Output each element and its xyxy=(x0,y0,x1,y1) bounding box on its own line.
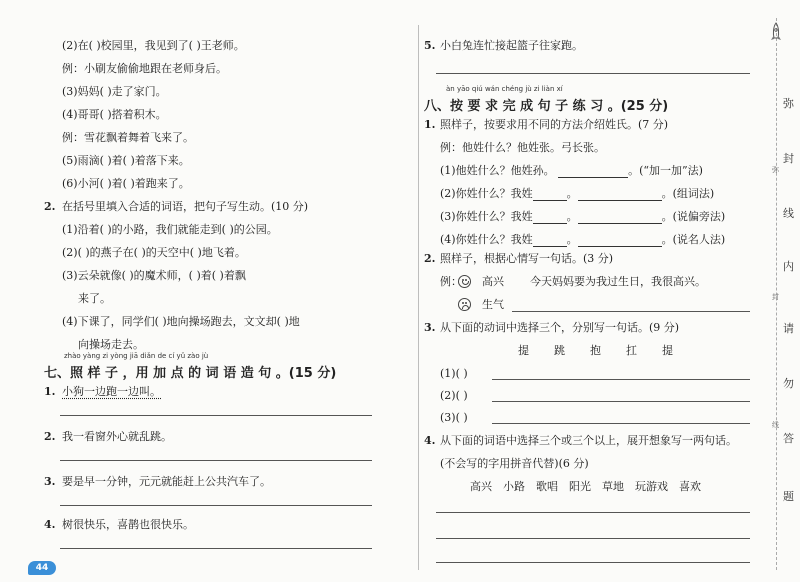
left-q2-line-6: 向操场走去。 xyxy=(78,338,144,351)
right-q4-number: 4. xyxy=(424,434,436,447)
right-q4-subtitle: (不会写的字用拼音代替)(6 分) xyxy=(440,457,589,470)
right-q2-example-text: 今天妈妈要为我过生日，我很高兴。 xyxy=(530,275,706,288)
sec7-item-2-text: 我一看窗外心就乱跳。 xyxy=(62,430,172,443)
binding-small-char: 封 xyxy=(772,293,779,301)
right-q2-title: 照样子，根据心情写一句话。(3 分) xyxy=(440,252,614,265)
left-q1-line-3: (3)妈妈( )走了家门。 xyxy=(62,85,167,98)
right-q1-example: 例：他姓什么？他姓张。弓长张。 xyxy=(440,141,605,154)
section8-pinyin: àn yāo qiú wán chéng jù zi liàn xí xyxy=(446,85,563,93)
binding-small-char: 线 xyxy=(772,421,779,429)
surname-row-1-prefix: (1)他姓什么？他姓孙。 xyxy=(440,164,555,177)
left-q2-line-4: 来了。 xyxy=(78,292,111,305)
surname-row-2: (2)你姓什么？我姓 。 。(组词法) xyxy=(440,187,715,200)
binding-small-char: 弥 xyxy=(772,166,779,174)
right-q3-slot-3: (3)( ) xyxy=(440,411,468,424)
left-example-2: 例：雪花飘着舞着飞来了。 xyxy=(62,131,194,144)
sec7-item-2-number: 2. xyxy=(44,430,56,443)
answer-line[interactable] xyxy=(492,423,750,424)
blank-field[interactable] xyxy=(533,189,567,201)
blank-field[interactable] xyxy=(533,212,567,224)
surname-row-2-prefix: (2)你姓什么？我姓 xyxy=(440,187,533,200)
sec7-item-1-text: 小狗一边跑一边叫。 xyxy=(62,385,161,398)
binding-char: 答 xyxy=(783,432,794,445)
binding-char: 线 xyxy=(783,207,794,220)
surname-row-3-prefix: (3)你姓什么？我姓 xyxy=(440,210,533,223)
sec7-item-1-number: 1. xyxy=(44,385,56,398)
left-q1-line-5: (5)雨滴( )着( )着落下来。 xyxy=(62,154,190,167)
answer-line[interactable] xyxy=(492,379,750,380)
right-q4-title: 从下面的词语中选择三个或三个以上，展开想象写一两句话。 xyxy=(440,434,737,447)
sec7-item-4-text: 树很快乐，喜鹊也很快乐。 xyxy=(62,518,194,531)
answer-line[interactable] xyxy=(60,548,372,549)
sec7-item-4-number: 4. xyxy=(44,518,56,531)
left-q2-line-5: (4)下课了，同学们( )地向操场跑去，文文却( )地 xyxy=(62,315,300,328)
surname-row-1: (1)他姓什么？他姓孙。 。(“加一加”法) xyxy=(440,164,703,177)
binding-strip xyxy=(770,0,800,582)
left-q2-line-2: (2)( )的燕子在( )的天空中( )地飞着。 xyxy=(62,246,246,259)
left-q1-line-4: (4)哥哥( )搭着积木。 xyxy=(62,108,167,121)
blank-field[interactable] xyxy=(533,235,567,247)
surname-row-1-hint: (“加一加”法) xyxy=(639,164,703,177)
binding-char: 内 xyxy=(783,260,794,273)
column-divider xyxy=(418,25,419,570)
section8-title: 八、按 要 求 完 成 句 子 练 习 。(25 分) xyxy=(424,99,669,114)
right-q2-number: 2. xyxy=(424,252,436,265)
page-number-badge: 44 xyxy=(28,561,56,575)
right-q5-number: 5. xyxy=(424,39,436,52)
surname-row-4-prefix: (4)你姓什么？我姓 xyxy=(440,233,533,246)
answer-line[interactable] xyxy=(436,73,750,74)
happy-face-icon xyxy=(458,275,471,288)
angry-face-icon xyxy=(458,298,471,311)
answer-line[interactable] xyxy=(436,538,750,539)
blank-field[interactable] xyxy=(578,189,662,201)
sec7-item-3-text: 要是早一分钟，元元就能赶上公共汽车了。 xyxy=(62,475,271,488)
answer-line[interactable] xyxy=(492,401,750,402)
right-q3-slot-1: (1)( ) xyxy=(440,367,468,380)
left-q2-title: 在括号里填入合适的词语，把句子写生动。(10 分) xyxy=(62,200,309,213)
blank-field[interactable] xyxy=(578,235,662,247)
right-q2-angry-word: 生气 xyxy=(482,298,504,311)
answer-line[interactable] xyxy=(60,460,372,461)
binding-char: 封 xyxy=(783,152,794,165)
surname-row-3-hint: (说偏旁法) xyxy=(672,210,726,223)
right-q3-verbs: 提 跳 抱 扛 提 xyxy=(518,344,674,357)
surname-row-4-hint: (说名人法) xyxy=(672,233,726,246)
left-q2-line-3: (3)云朵就像( )的魔术师，( )着( )着飘 xyxy=(62,269,246,282)
right-q3-title: 从下面的动词中选择三个，分别写一句话。(9 分) xyxy=(440,321,680,334)
right-q2-happy-word: 高兴 xyxy=(482,275,504,288)
right-q3-slot-2: (2)( ) xyxy=(440,389,468,402)
right-q4-words: 高兴 小路 歌唱 阳光 草地 玩游戏 喜欢 xyxy=(470,480,701,493)
binding-char: 勿 xyxy=(783,377,794,390)
surname-row-2-hint: (组词法) xyxy=(672,187,715,200)
right-q5-text: 小白兔连忙接起篮子往家跑。 xyxy=(440,39,583,52)
rocket-icon xyxy=(770,22,782,44)
right-q2-example-label: 例： xyxy=(440,275,462,288)
left-q2-line-1: (1)沿着( )的小路，我们就能走到( )的公园。 xyxy=(62,223,278,236)
answer-line[interactable] xyxy=(512,311,750,312)
left-q1-line-6: (6)小河( )着( )着跑来了。 xyxy=(62,177,190,190)
answer-line[interactable] xyxy=(436,562,750,563)
right-q1-number: 1. xyxy=(424,118,436,131)
binding-char: 弥 xyxy=(783,97,794,110)
left-q2-number: 2. xyxy=(44,200,56,213)
blank-field[interactable] xyxy=(578,212,662,224)
binding-char: 请 xyxy=(783,322,794,335)
answer-line[interactable] xyxy=(60,505,372,506)
right-q3-number: 3. xyxy=(424,321,436,334)
surname-row-4: (4)你姓什么？我姓 。 。(说名人法) xyxy=(440,233,726,246)
left-example-1: 例：小刷友偷偷地跟在老师身后。 xyxy=(62,62,227,75)
blank-field[interactable] xyxy=(558,166,628,178)
section7-pinyin: zhào yàng zi yòng jiā diǎn de cí yǔ zào jù xyxy=(64,352,209,360)
section7-title: 七、照 样 子 ，用 加 点 的 词 语 造 句 。(15 分) xyxy=(44,366,337,381)
sec7-item-3-number: 3. xyxy=(44,475,56,488)
binding-char: 题 xyxy=(783,490,794,503)
answer-line[interactable] xyxy=(60,415,372,416)
answer-line[interactable] xyxy=(436,512,750,513)
right-q1-title: 照样子，按要求用不同的方法介绍姓氏。(7 分) xyxy=(440,118,669,131)
left-q1-line-1: (2)在( )校园里，我见到了( )王老师。 xyxy=(62,39,245,52)
surname-row-3: (3)你姓什么？我姓 。 。(说偏旁法) xyxy=(440,210,726,223)
